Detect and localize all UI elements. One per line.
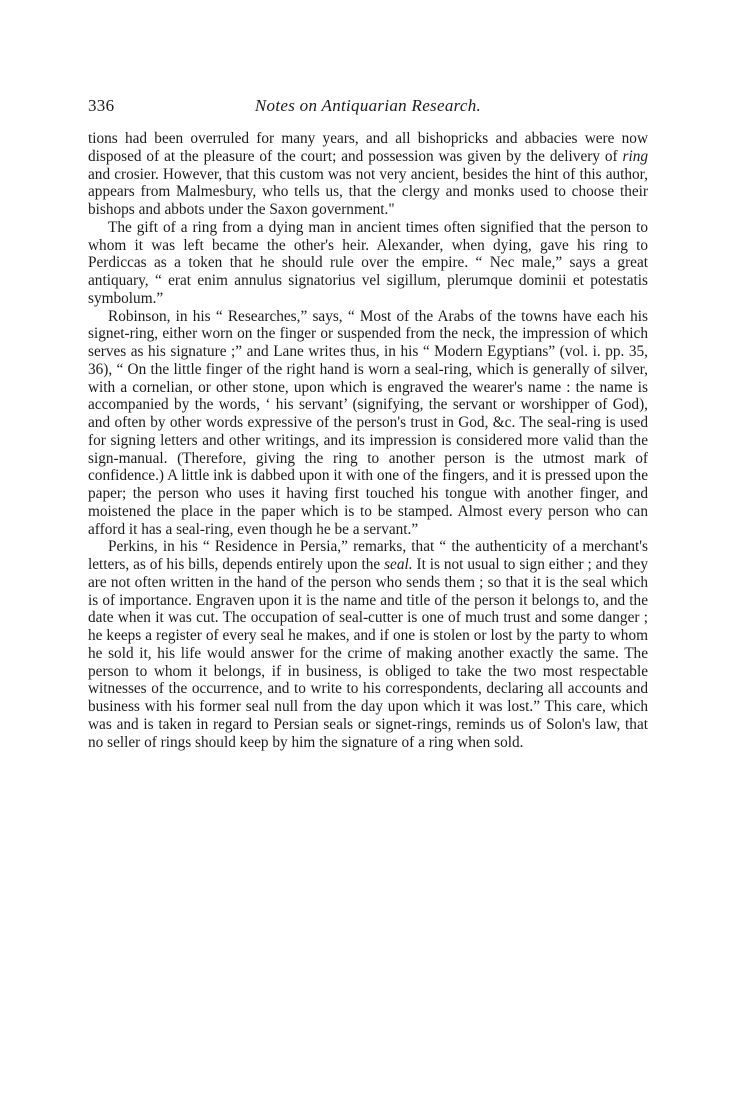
page-number: 336 — [88, 96, 115, 115]
paragraph-1-text-b: and crosier. However, that this custom was not very ancient, besides the hint of this author, appears from Malmesbury, who tells us, that the clergy and monks used to choose their bishops and abbots under the Saxon government." — [88, 165, 648, 218]
book-page — [88, 96, 648, 751]
running-head — [88, 96, 648, 122]
paragraph-4-text-b: It is not usual to sign either ; and they are not often written in the hand of the person who sends them ; so that it is the seal which is of importance. Engraven upon it is the name and title of the person it belongs to, and the date when it was cut. The occupation of seal-cutter is one of much trust and some danger ; he keeps a register of every seal he makes, and if one is stolen or lost by the party to whom he sold it, his life would answer for the crime of making another exactly the same. The person to whom it belongs, if in business, is obliged to take the two most respectable witnesses of the occurrence, and to write to his correspondents, declaring all accounts and business with his former seal null from the day upon which it was lost.” This care, which was and is taken in regard to Persian seals or signet-rings, reminds us of Solon's law, that no seller of rings should keep by him the signature of a ring when sold. — [88, 556, 648, 751]
running-title: Notes on Antiquarian Research. — [254, 96, 482, 115]
paragraph-1-text-a: tions had been overruled for many years, and all bishopricks and abbacies were now disposed of at the pleasure of the court; and possession was given by the delivery of — [88, 130, 648, 165]
paragraph-1-italic-ring: ring — [622, 147, 648, 165]
body-text — [88, 130, 648, 751]
paragraph-4 — [88, 538, 648, 751]
paragraph-3 — [88, 308, 648, 539]
paragraph-4-text-a: Perkins, in his “ Residence in Persia,” remarks, that “ the authenticity of a merchant's letters, as of his bills, depends entirely upon the — [88, 538, 648, 573]
paragraph-1 — [88, 130, 648, 219]
paragraph-2 — [88, 219, 648, 308]
paragraph-3-text: Robinson, in his “ Researches,” says, “ Most of the Arabs of the towns have each his signet-ring, either worn on the finger or suspended from the neck, the impression of which serves as his signature ;” and Lane writes thus, in his “ Modern Egyptians” (vol. i. pp. 35, 36), “ On the little finger of the right hand is worn a seal-ring, which is generally of silver, with a cornelian, or other stone, upon which is engraved the wearer's name : the name is accompanied by the words, ‘ his servant’ (signifying, the servant or worshipper of God), and often by other words expressive of the person's trust in God, &c. The seal-ring is used for signing letters and other writings, and its impression is considered more valid than the sign-manual. (Therefore, giving the ring to another person is the utmost mark of confidence.) A little ink is dabbed upon it with one of the fingers, and it is pressed upon the paper; the person who uses it having first touched his tongue with another finger, and moistened the place in the paper which is to be stamped. Almost every person who can afford it has a seal-ring, even though he be a servant.” — [88, 307, 648, 538]
paragraph-2-text: The gift of a ring from a dying man in ancient times often signified that the person to whom it was left became the other's heir. Alexander, when dying, gave his ring to Perdiccas as a token that he should rule over the empire. “ Nec male,” says a great antiquary, “ erat enim annulus signatorius vel sigillum, plerumque dominii et potestatis symbolum.” — [88, 218, 648, 307]
paragraph-4-italic-seal: seal. — [384, 556, 413, 573]
